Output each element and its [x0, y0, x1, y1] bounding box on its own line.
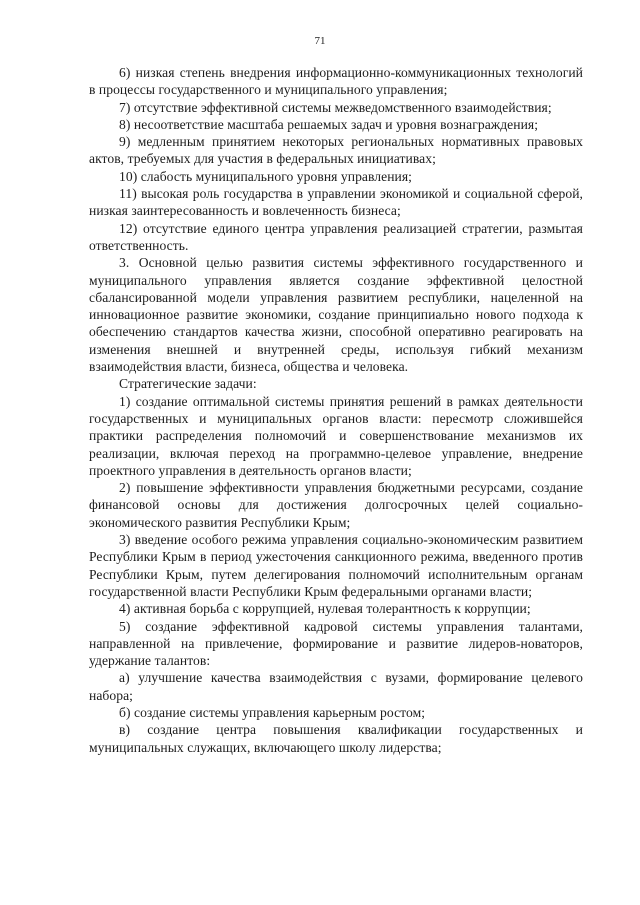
task-item-3: 3) введение особого режима управления социально-экономическим развитием Республики Крым в период ужесточения санкционного режима, введенного против Республики Крым, путем делегирования полномочий исполнительным органам государственной власти Республики Крым федеральными органами власти;: [89, 532, 583, 599]
task-item-2: 2) повышение эффективности управления бюджетными ресурсами, создание финансовой основы для достижения долгосрочных целей социально-экономического развития Республики Крым;: [89, 480, 583, 530]
sub-item-v: в) создание центра повышения квалификации государственных и муниципальных служащих, включающего школу лидерства;: [89, 722, 583, 755]
document-body: [89, 64, 583, 756]
list-item-8: 8) несоответствие масштаба решаемых задач и уровня вознаграждения;: [119, 116, 539, 132]
sub-item-b: б) создание системы управления карьерным ростом;: [119, 704, 426, 720]
task-item-4: 4) активная борьба с коррупцией, нулевая толерантность к коррупции;: [119, 601, 531, 617]
task-item-5: 5) создание эффективной кадровой системы управления талантами, направленной на привлечение, формирование и развитие лидеров-новаторов, удержание талантов:: [89, 618, 583, 669]
list-item-12: 12) отсутствие единого центра управления реализацией стратегии, размытая ответственность.: [89, 220, 583, 253]
list-item-9: 9) медленным принятием некоторых региональных нормативных правовых актов, требуемых для участия в федеральных инициативах;: [89, 134, 583, 167]
list-item-10: 10) слабость муниципального уровня управления;: [119, 168, 412, 184]
list-item-6: 6) низкая степень внедрения информационно-коммуникационных технологий в процессы государственного и муниципального управления;: [89, 65, 583, 98]
list-item-11: 11) высокая роль государства в управлении экономикой и социальной сферой, низкая заинтересованность и вовлеченность бизнеса;: [89, 186, 583, 219]
sub-item-a: а) улучшение качества взаимодействия с вузами, формирование целевого набора;: [89, 670, 583, 703]
list-item-7: 7) отсутствие эффективной системы межведомственного взаимодействия;: [119, 99, 552, 115]
page-number: 71: [314, 35, 326, 47]
main-goal-paragraph: 3. Основной целью развития системы эффективного государственного и муниципального управления является создание эффективной целостной сбалансированной модели управления развитием республики, нацеленной на инновационное развитие экономики, создание принципиально нового подхода к обеспечению стандартов качества жизни, способной оперативно реагировать на изменения внешней и внутренней среды, используя гибкий механизм взаимодействия власти, бизнеса, общества и человека.: [89, 255, 583, 375]
task-item-1: 1) создание оптимальной системы принятия решений в рамках деятельности государственных и муниципальных органов власти: пересмотр сложившейся практики распределения полномочий и совершенствование механизмов их реализации, включая переход на программно-целевое управление, внедрение проектного управления в деятельность органов власти;: [89, 393, 583, 478]
strategic-tasks-heading: Стратегические задачи:: [119, 376, 257, 392]
